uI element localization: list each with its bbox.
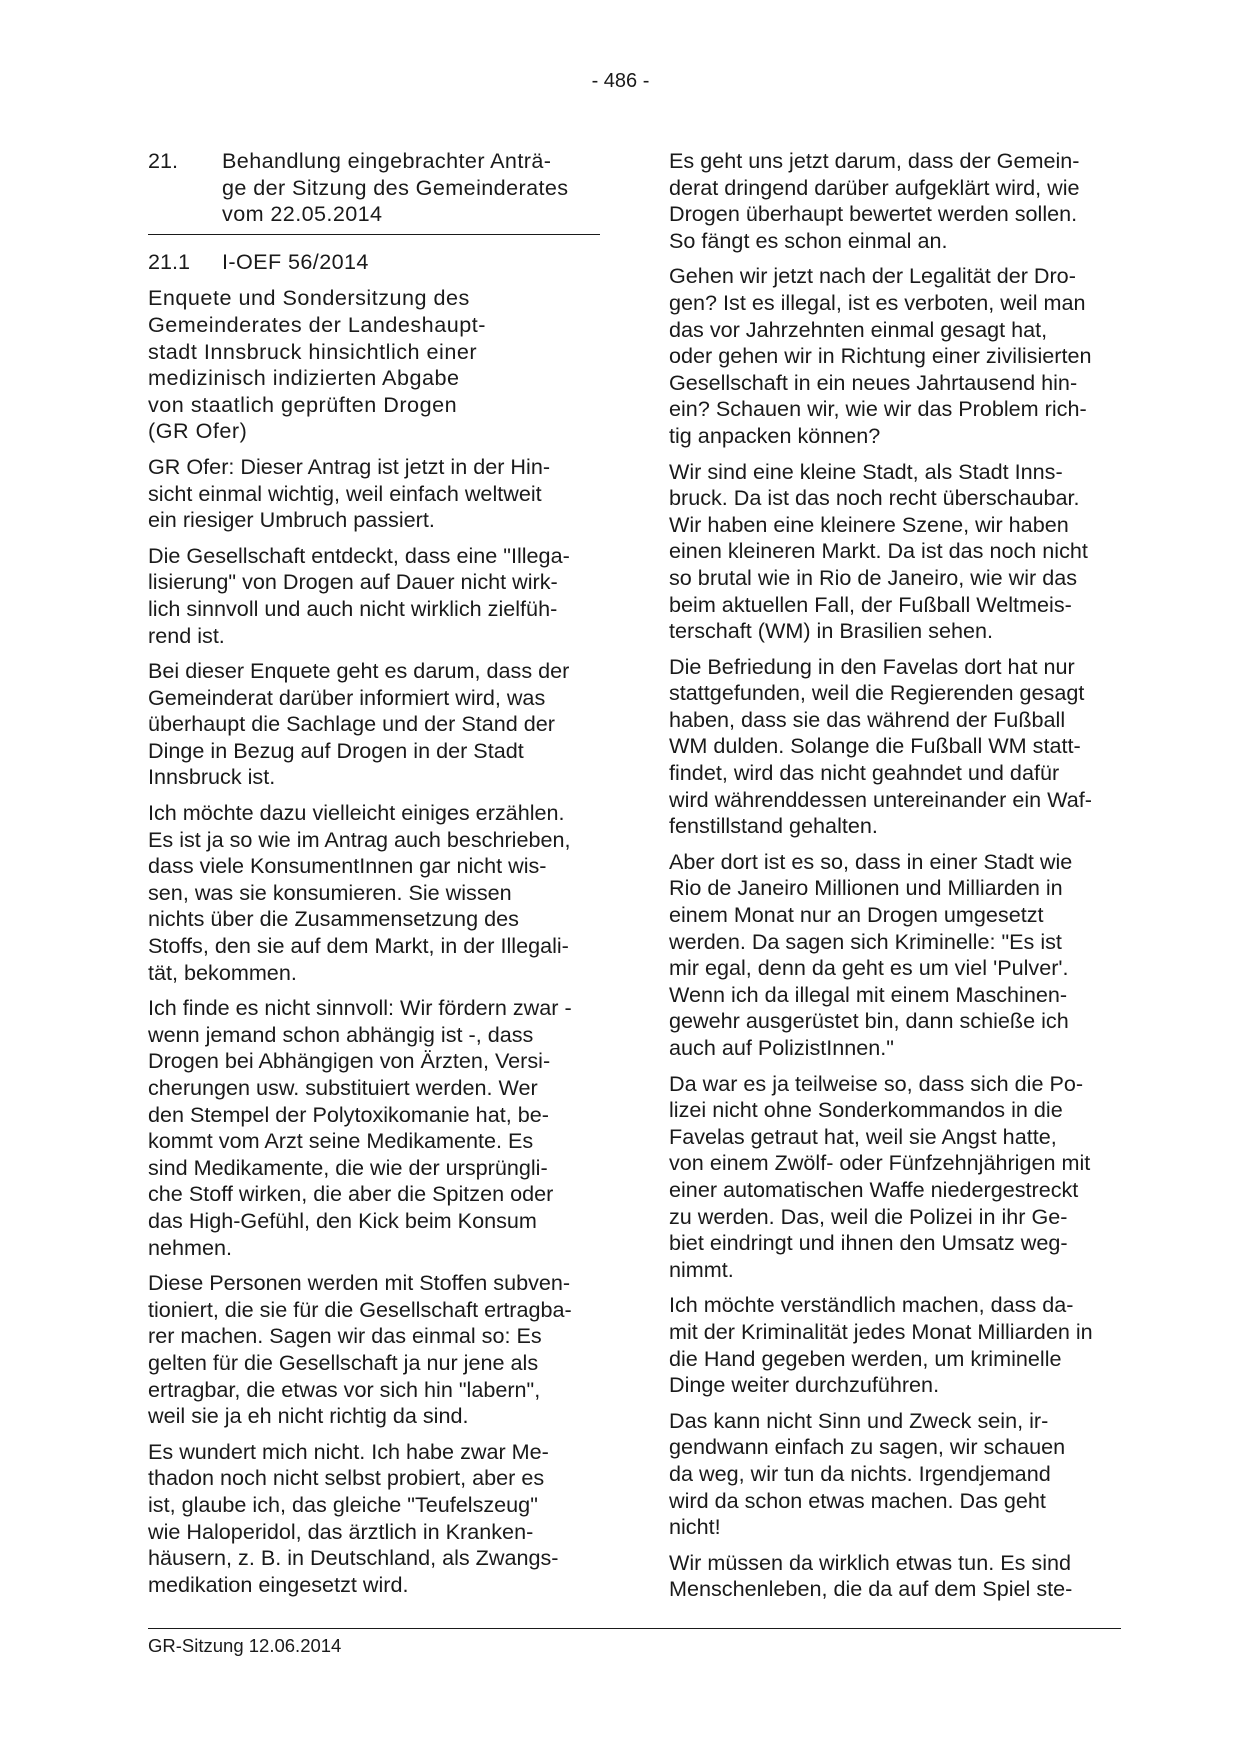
text-line: mit der Kriminalität jedes Monat Milliarden in bbox=[669, 1318, 1093, 1344]
paragraph bbox=[148, 658, 600, 791]
text-line: ist, glaube ich, das gleiche "Teufelszeug" bbox=[148, 1491, 538, 1517]
text-line: wenn jemand schon abhängig ist -, dass bbox=[148, 1021, 534, 1047]
text-line: gen? Ist es illegal, ist es verboten, weil man bbox=[669, 289, 1086, 315]
text-line: gelten für die Gesellschaft ja nur jene als bbox=[148, 1349, 539, 1375]
page-number: - 486 - bbox=[591, 70, 650, 92]
subsection-title-line: (GR Ofer) bbox=[148, 418, 248, 444]
text-line: das vor Jahrzehnten einmal gesagt hat, bbox=[669, 316, 1048, 342]
text-line: überhaupt die Sachlage und der Stand der bbox=[148, 711, 555, 737]
paragraph bbox=[148, 995, 600, 1261]
paragraph bbox=[669, 1550, 1121, 1603]
text-line: sicht einmal wichtig, weil einfach weltweit bbox=[148, 480, 542, 506]
text-line: Es wundert mich nicht. Ich habe zwar Me- bbox=[148, 1438, 549, 1464]
text-line: sen, was sie konsumieren. Sie wissen bbox=[148, 879, 512, 905]
text-line: Wir haben eine kleinere Szene, wir haben bbox=[669, 511, 1069, 537]
paragraph bbox=[148, 800, 600, 986]
right-body-text bbox=[669, 148, 1121, 1603]
text-line: Dinge in Bezug auf Drogen in der Stadt bbox=[148, 737, 524, 763]
text-line: tät, bekommen. bbox=[148, 959, 297, 985]
text-line: Ich möchte dazu vielleicht einiges erzählen. bbox=[148, 800, 565, 826]
paragraph bbox=[669, 1408, 1121, 1541]
text-line: werden. Da sagen sich Kriminelle: "Es ist bbox=[669, 928, 1062, 954]
text-line: Drogen bei Abhängigen von Ärzten, Versi- bbox=[148, 1048, 551, 1074]
text-line: nehmen. bbox=[148, 1234, 233, 1260]
text-line: Diese Personen werden mit Stoffen subven- bbox=[148, 1270, 571, 1296]
text-line: nimmt. bbox=[669, 1256, 734, 1282]
text-line: cherungen usw. substituiert werden. Wer bbox=[148, 1075, 538, 1100]
text-line: stattgefunden, weil die Regierenden gesagt bbox=[669, 680, 1085, 706]
text-line: che Stoff wirken, die aber die Spitzen oder bbox=[148, 1181, 554, 1207]
text-line: Wir sind eine kleine Stadt, als Stadt Inns- bbox=[669, 458, 1063, 484]
text-line: die Hand gegeben werden, um kriminelle bbox=[669, 1345, 1062, 1371]
text-line: nichts über die Zusammensetzung des bbox=[148, 906, 519, 932]
text-line: häusern, z. B. in Deutschland, als Zwangs- bbox=[148, 1545, 559, 1571]
footer-session-date: GR-Sitzung 12.06.2014 bbox=[148, 1635, 342, 1656]
left-body-text bbox=[148, 454, 600, 1598]
text-line: GR Ofer: Dieser Antrag ist jetzt in der Hin- bbox=[148, 453, 551, 479]
text-line: derat dringend darüber aufgeklärt wird, wie bbox=[669, 174, 1080, 200]
text-line: Wenn ich da illegal mit einem Maschinen- bbox=[669, 981, 1068, 1007]
text-line: gewehr ausgerüstet bin, dann schieße ich bbox=[669, 1008, 1069, 1034]
text-line: beim aktuellen Fall, der Fußball Weltmeis- bbox=[669, 591, 1072, 617]
left-column bbox=[148, 148, 600, 1607]
subsection-title-line: Enquete und Sondersitzung des bbox=[148, 285, 470, 311]
text-line: Rio de Janeiro Millionen und Milliarden in bbox=[669, 875, 1063, 901]
paragraph bbox=[669, 1071, 1121, 1284]
text-line: kommt vom Arzt seine Medikamente. Es bbox=[148, 1128, 534, 1154]
section-title bbox=[222, 148, 600, 228]
paragraph bbox=[669, 263, 1121, 449]
text-line: zu werden. Das, weil die Polizei in ihr Ge- bbox=[669, 1203, 1068, 1229]
footer-divider bbox=[148, 1628, 1121, 1629]
paragraph bbox=[148, 1439, 600, 1599]
text-line: tig anpacken können? bbox=[669, 422, 881, 448]
paragraph bbox=[148, 543, 600, 649]
text-line: Innsbruck ist. bbox=[148, 764, 276, 790]
text-line: den Stempel der Polytoxikomanie hat, be- bbox=[148, 1101, 549, 1127]
section-number: 21. bbox=[148, 148, 179, 173]
paragraph bbox=[148, 454, 600, 534]
text-line: auch auf PolizistInnen." bbox=[669, 1035, 894, 1060]
text-line: haben, dass sie das während der Fußball bbox=[669, 706, 1066, 732]
text-line: Aber dort ist es so, dass in einer Stadt wie bbox=[669, 848, 1073, 874]
text-line: rer machen. Sagen wir das einmal so: Es bbox=[148, 1323, 542, 1349]
text-line: Bei dieser Enquete geht es darum, dass der bbox=[148, 658, 570, 684]
paragraph bbox=[669, 1292, 1121, 1398]
right-column bbox=[669, 148, 1121, 1612]
text-line: Da war es ja teilweise so, dass sich die Po- bbox=[669, 1070, 1084, 1096]
subsection-title-line: von staatlich geprüften Drogen bbox=[148, 391, 458, 417]
text-line: Es ist ja so wie im Antrag auch beschrieben, bbox=[148, 826, 571, 852]
text-line: lisierung" von Drogen auf Dauer nicht wirk- bbox=[148, 569, 558, 595]
text-line: Gemeinderat darüber informiert wird, was bbox=[148, 684, 546, 710]
paragraph bbox=[669, 148, 1121, 254]
subsection-heading bbox=[148, 249, 600, 276]
text-line: thadon noch nicht selbst probiert, aber es bbox=[148, 1465, 545, 1491]
text-line: lich sinnvoll und auch nicht wirklich zielfüh- bbox=[148, 595, 558, 621]
subsection-number: 21.1 bbox=[148, 248, 191, 274]
text-line: wird währenddessen untereinander ein Waf- bbox=[669, 786, 1092, 812]
section-title-line: ge der Sitzung des Gemeinderates bbox=[222, 174, 569, 200]
text-line: nicht! bbox=[669, 1514, 721, 1540]
text-line: oder gehen wir in Richtung einer zivilisierten bbox=[669, 343, 1092, 369]
section-title-line: Behandlung eingebrachter Anträ- bbox=[222, 148, 552, 173]
text-line: biet eindringt und ihnen den Umsatz weg- bbox=[669, 1230, 1068, 1256]
paragraph bbox=[148, 1270, 600, 1430]
subsection-ref: I-OEF 56/2014 bbox=[222, 248, 369, 274]
text-line: lizei nicht ohne Sonderkommandos in die bbox=[669, 1097, 1063, 1123]
text-line: Es geht uns jetzt darum, dass der Gemein- bbox=[669, 148, 1080, 173]
text-line: Ich möchte verständlich machen, dass da- bbox=[669, 1292, 1074, 1318]
text-line: von einem Zwölf- oder Fünfzehnjährigen mit bbox=[669, 1150, 1091, 1176]
text-line: wird da schon etwas machen. Das geht bbox=[669, 1487, 1046, 1513]
text-line: Favelas getraut hat, weil sie Angst hatte, bbox=[669, 1123, 1057, 1149]
subsection-title-line: medizinisch indizierten Abgabe bbox=[148, 365, 460, 391]
text-line: Gehen wir jetzt nach der Legalität der Dro- bbox=[669, 263, 1076, 289]
text-line: Die Gesellschaft entdeckt, dass eine "Illega- bbox=[148, 542, 570, 568]
section-title-line: vom 22.05.2014 bbox=[222, 201, 383, 227]
text-line: Das kann nicht Sinn und Zweck sein, ir- bbox=[669, 1407, 1049, 1433]
text-line: Gesellschaft in ein neues Jahrtausend hin- bbox=[669, 369, 1078, 395]
text-line: wie Haloperidol, das ärztlich in Kranken- bbox=[148, 1518, 534, 1544]
text-line: so brutal wie in Rio de Janeiro, wie wir das bbox=[669, 564, 1078, 590]
text-line: Die Befriedung in den Favelas dort hat nur bbox=[669, 653, 1075, 679]
text-line: rend ist. bbox=[148, 622, 225, 648]
text-line: Stoffs, den sie auf dem Markt, in der Illegali- bbox=[148, 933, 569, 959]
text-line: WM dulden. Solange die Fußball WM statt- bbox=[669, 733, 1081, 759]
text-line: weil sie ja eh nicht richtig da sind. bbox=[148, 1403, 469, 1429]
text-line: gendwann einfach zu sagen, wir schauen bbox=[669, 1434, 1066, 1460]
paragraph bbox=[669, 459, 1121, 645]
text-line: mir egal, denn da geht es um viel 'Pulver'. bbox=[669, 955, 1069, 981]
subsection-title-line: Gemeinderates der Landeshaupt- bbox=[148, 311, 486, 337]
text-line: So fängt es schon einmal an. bbox=[669, 227, 948, 253]
text-line: medikation eingesetzt wird. bbox=[148, 1571, 409, 1597]
text-line: Ich finde es nicht sinnvoll: Wir fördern zwar - bbox=[148, 995, 572, 1021]
paragraph bbox=[669, 849, 1121, 1062]
text-line: Menschenleben, die da auf dem Spiel ste- bbox=[669, 1576, 1073, 1602]
paragraph bbox=[669, 654, 1121, 840]
text-line: bruck. Da ist das noch recht überschaubar. bbox=[669, 485, 1080, 511]
text-line: ein? Schauen wir, wie wir das Problem rich- bbox=[669, 396, 1087, 422]
text-line: da weg, wir tun da nichts. Irgendjemand bbox=[669, 1460, 1051, 1486]
subsection-title-line: stadt Innsbruck hinsichtlich einer bbox=[148, 338, 478, 364]
text-line: fenstillstand gehalten. bbox=[669, 813, 878, 839]
text-line: terschaft (WM) in Brasilien sehen. bbox=[669, 618, 994, 644]
text-line: Wir müssen da wirklich etwas tun. Es sind bbox=[669, 1549, 1072, 1575]
text-line: einen kleineren Markt. Da ist das noch nicht bbox=[669, 538, 1088, 564]
text-line: einem Monat nur an Drogen umgesetzt bbox=[669, 902, 1044, 928]
text-line: sind Medikamente, die wie der ursprüngli- bbox=[148, 1154, 548, 1180]
text-line: Drogen überhaupt bewertet werden sollen. bbox=[669, 201, 1078, 227]
text-line: das High-Gefühl, den Kick beim Konsum bbox=[148, 1207, 537, 1233]
subsection-title bbox=[148, 285, 600, 445]
text-line: ertragbar, die etwas vor sich hin "labern", bbox=[148, 1376, 541, 1402]
text-line: tioniert, die sie für die Gesellschaft ertragba- bbox=[148, 1296, 572, 1322]
text-line: findet, wird das nicht geahndet und dafür bbox=[669, 760, 1060, 786]
text-line: Dinge weiter durchzuführen. bbox=[669, 1372, 940, 1398]
text-line: ein riesiger Umbruch passiert. bbox=[148, 507, 435, 533]
text-line: dass viele KonsumentInnen gar nicht wis- bbox=[148, 853, 547, 879]
text-line: einer automatischen Waffe niedergestreckt bbox=[669, 1176, 1079, 1202]
section-heading bbox=[148, 148, 600, 235]
